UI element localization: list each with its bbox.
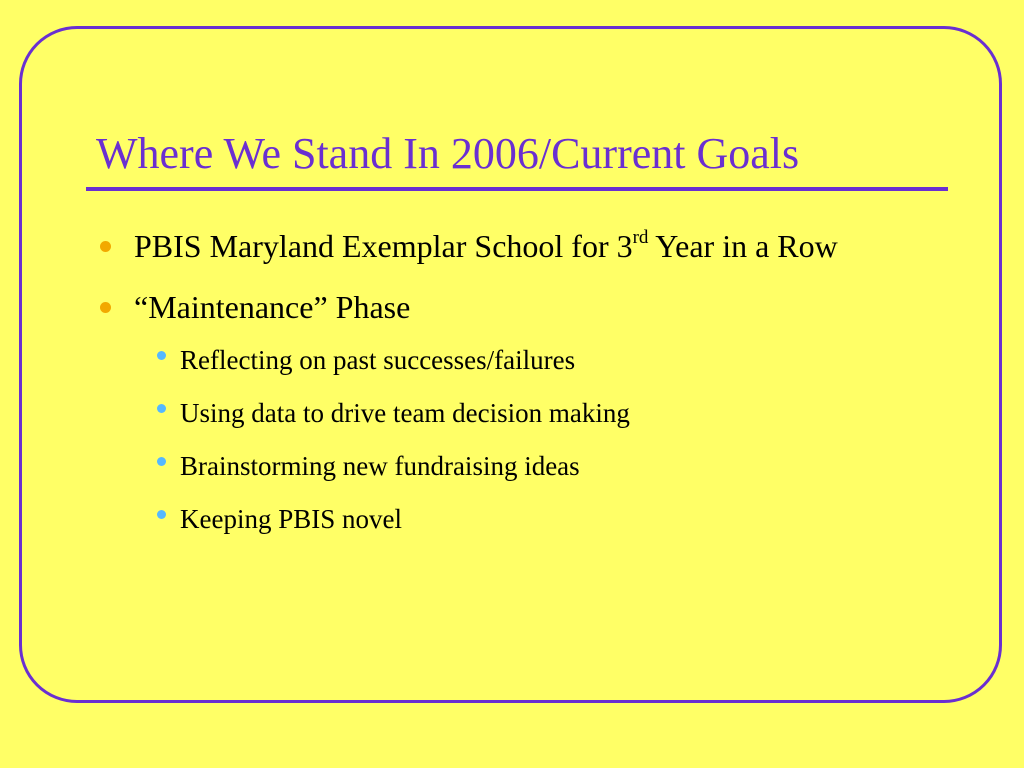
bullet-item-maintenance <box>100 281 940 334</box>
sub-bullet-item <box>100 387 940 440</box>
slide-body <box>100 220 940 546</box>
sub-bullet-text: Using data to drive team decision making <box>180 398 630 428</box>
sub-bullet-item <box>100 493 940 546</box>
sub-bullet-item <box>100 440 940 493</box>
sub-bullet-dot-icon <box>157 457 166 466</box>
bullet-text: “Maintenance” Phase <box>134 289 411 325</box>
title-underline <box>86 187 948 191</box>
sub-bullet-dot-icon <box>157 510 166 519</box>
sub-bullet-text: Keeping PBIS novel <box>180 504 402 534</box>
bullet-text-tail: Year in a Row <box>648 228 838 264</box>
sub-bullet-text: Reflecting on past successes/failures <box>180 345 576 375</box>
sub-bullet-dot-icon <box>157 404 166 413</box>
sub-bullet-dot-icon <box>157 351 166 360</box>
bullet-dot-icon <box>100 241 111 252</box>
bullet-item-exemplar <box>100 220 940 273</box>
sub-bullet-text: Brainstorming new fundraising ideas <box>180 451 580 481</box>
bullet-text-main: PBIS Maryland Exemplar School for 3 <box>134 228 633 264</box>
slide-title: Where We Stand In 2006/Current Goals <box>96 129 800 178</box>
bullet-text-superscript: rd <box>632 227 649 249</box>
bullet-dot-icon <box>100 302 111 313</box>
sub-bullet-item <box>100 334 940 387</box>
